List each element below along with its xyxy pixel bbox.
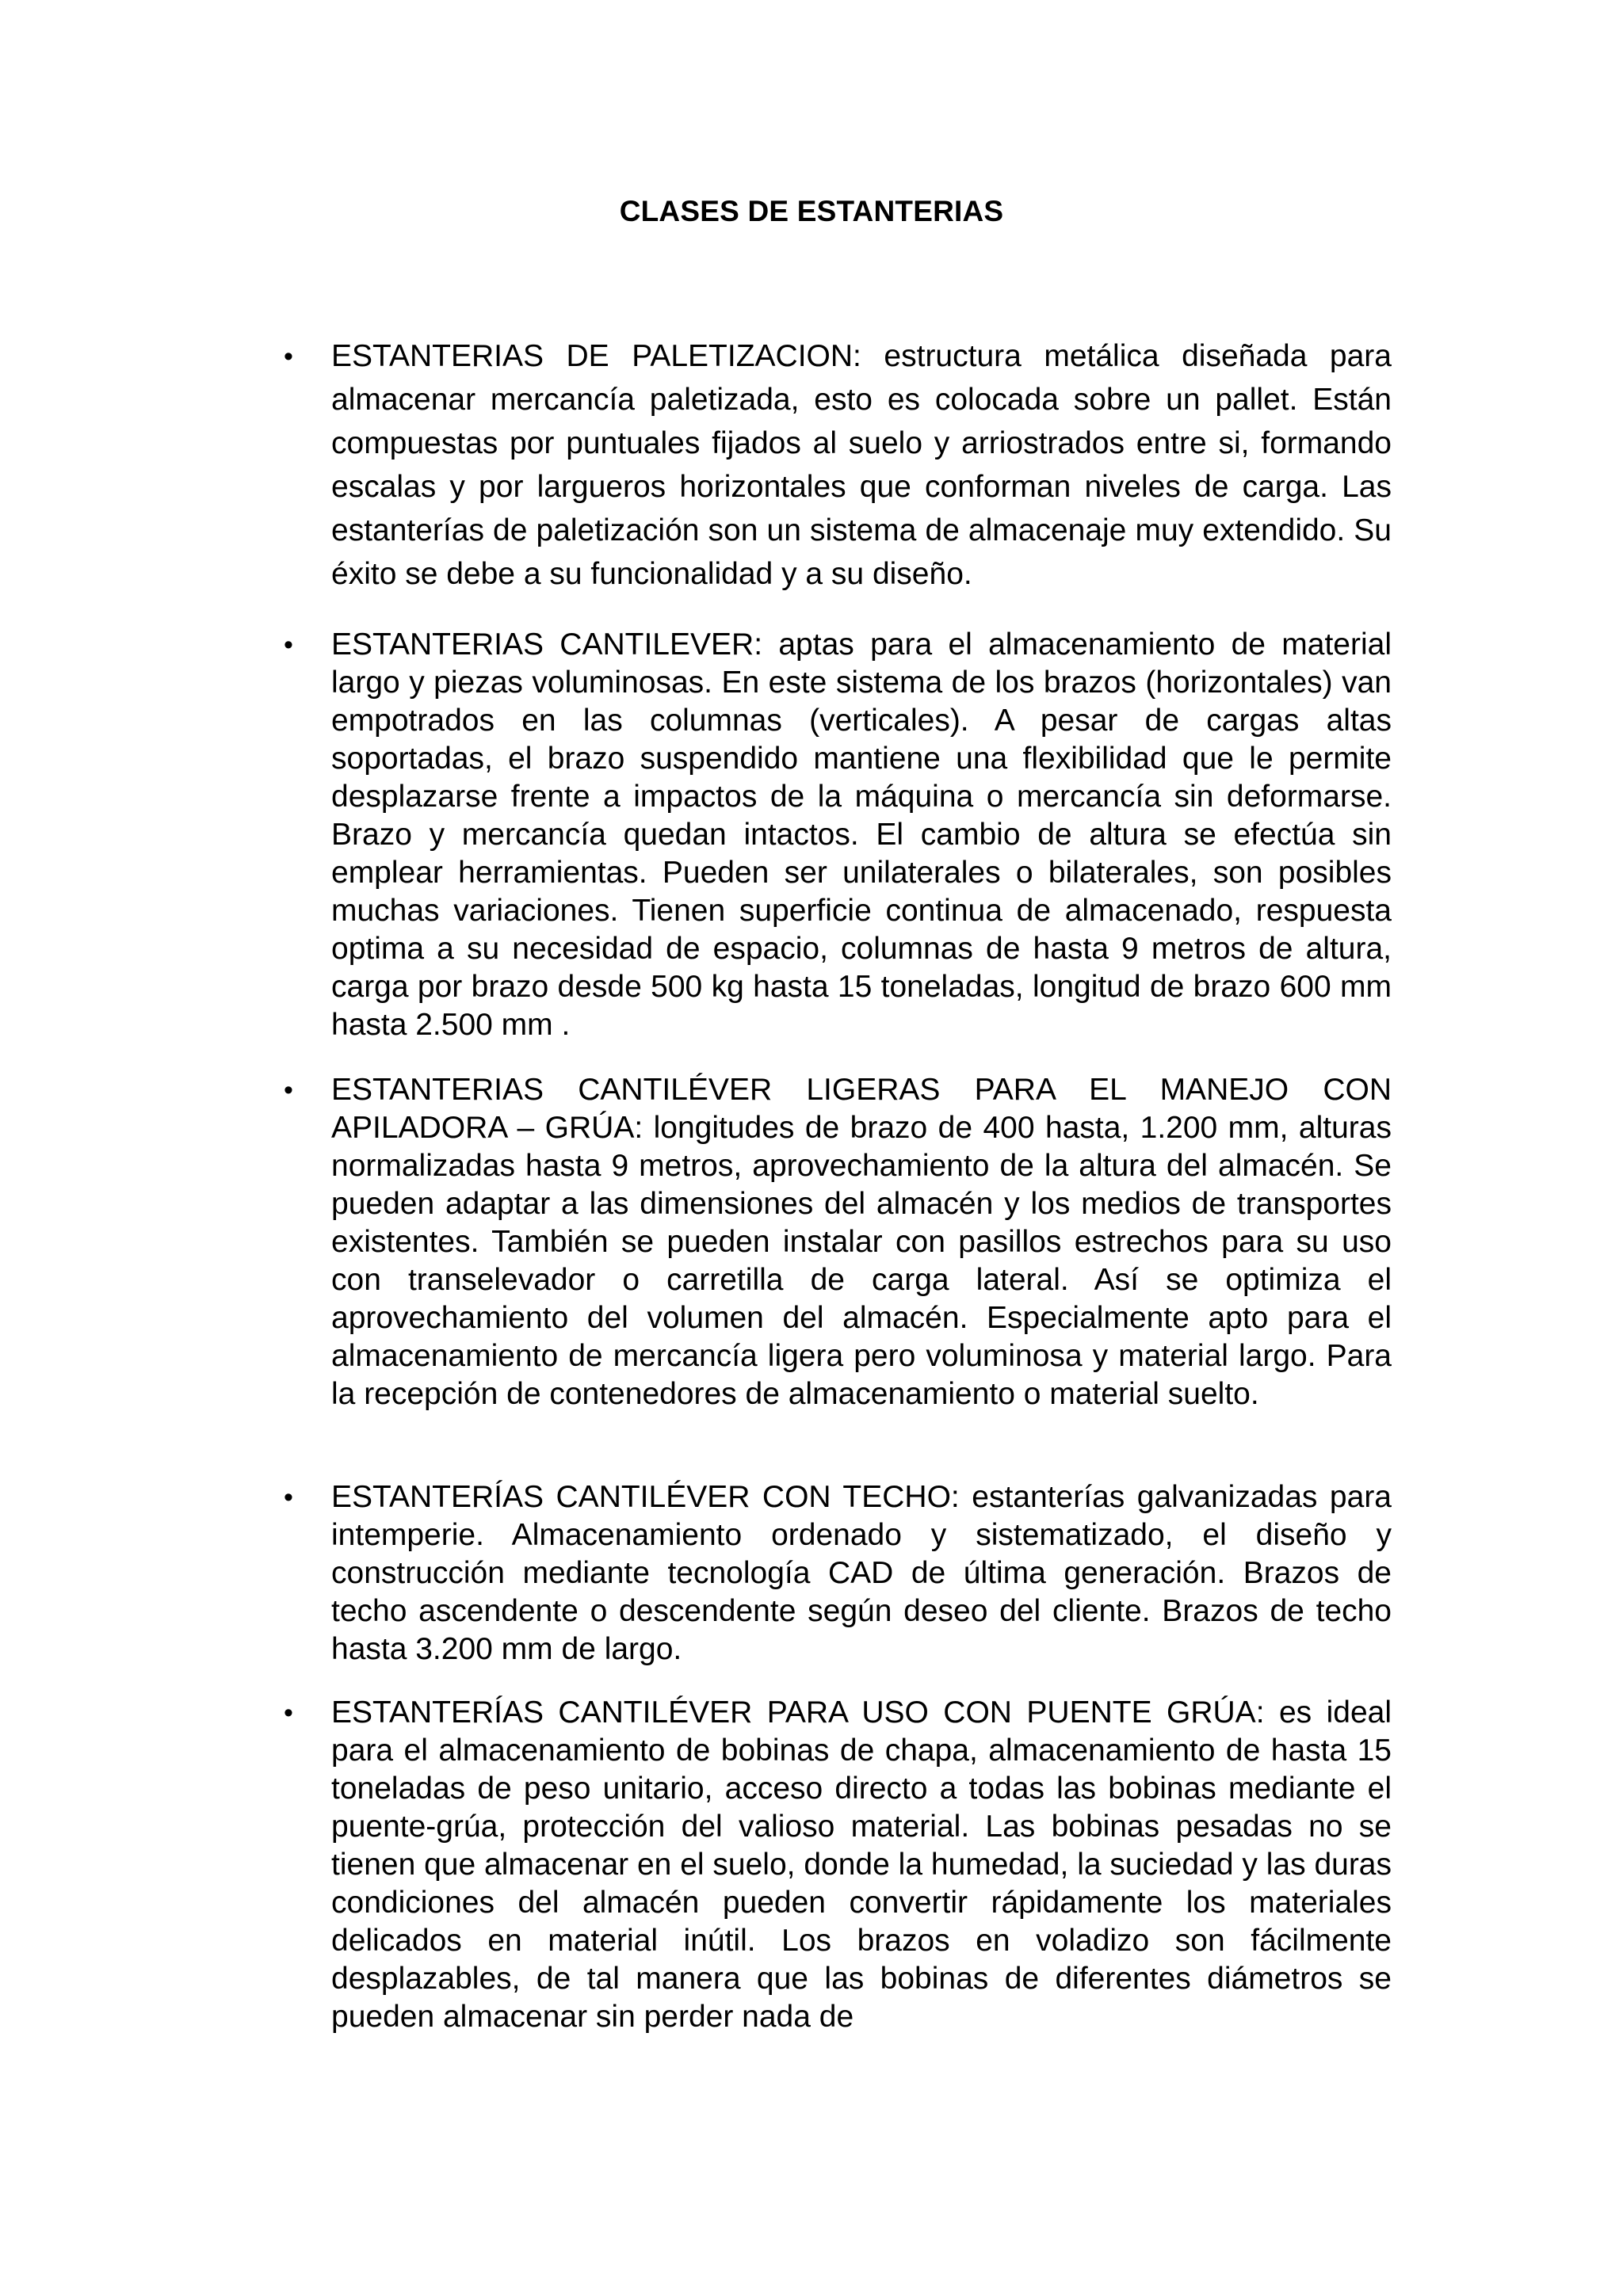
bullet-icon: • — [284, 1482, 293, 1512]
bullet-icon: • — [284, 630, 293, 660]
list-item-text: ESTANTERÍAS CANTILÉVER PARA USO CON PUENTE GRÚA: es ideal para el almacenamiento de bobinas de chapa, almacenamiento de hasta 15 toneladas de peso unitario, acceso directo a todas las bobinas mediante el puente-grúa, protección del valioso material. Las bobinas pesadas no se tienen que almacenar en el suelo, donde la humedad, la suciedad y las duras condiciones del almacén pueden convertir rápidamente los materiales delicados en material inútil. Los brazos en voladizo son fácilmente desplazables, de tal manera que las bobinas de diferentes diámetros se pueden almacenar sin perder nada de — [331, 1695, 1392, 2034]
document-title: CLASES DE ESTANTERIAS — [619, 195, 1004, 227]
list-item-text: ESTANTERÍAS CANTILÉVER CON TECHO: estanterías galvanizadas para intemperie. Almacenamiento ordenado y sistematizado, el diseño y construcción mediante tecnología CAD de última generación. Brazos de techo ascendente o descendente según deseo del cliente. Brazos de techo hasta 3.200 mm de largo. — [331, 1480, 1392, 1666]
bullet-icon: • — [284, 341, 293, 372]
list-item-text: ESTANTERIAS DE PALETIZACION: estructura metálica diseñada para almacenar mercancía paletizada, esto es colocada sobre un pallet. Están compuestas por puntuales fijados al suelo y arriostrados entre si, formando escalas y por largueros horizontales que conforman niveles de carga. Las estanterías de paletización son un sistema de almacenaje muy extendido. Su éxito se debe a su funcionalidad y a su diseño. — [331, 339, 1392, 591]
bullet-icon: • — [284, 1698, 293, 1728]
list-item-text: ESTANTERIAS CANTILEVER: aptas para el almacenamiento de material largo y piezas voluminosas. En este sistema de los brazos (horizontales) van empotrados en las columnas (verticales). A pesar de cargas altas soportadas, el brazo suspendido mantiene una flexibilidad que le permite desplazarse frente a impactos de la máquina o mercancía sin deformarse. Brazo y mercancía quedan intactos. El cambio de altura se efectúa sin emplear herramientas. Pueden ser unilaterales o bilaterales, son posibles muchas variaciones. Tienen superficie continua de almacenado, respuesta optima a su necesidad de espacio, columnas de hasta 9 metros de altura, carga por brazo desde 500 kg hasta 15 toneladas, longitud de brazo 600 mm hasta 2.500 mm . — [331, 627, 1392, 1042]
list-item-text: ESTANTERIAS CANTILÉVER LIGERAS PARA EL MANEJO CON APILADORA – GRÚA: longitudes de brazo de 400 hasta, 1.200 mm, alturas normalizadas hasta 9 metros, aprovechamiento de la altura del almacén. Se pueden adaptar a las dimensiones del almacén y los medios de transportes existentes. También se pueden instalar con pasillos estrechos para su uso con transelevador o carretilla de carga lateral. Así se optimiza el aprovechamiento del volumen del almacén. Especialmente apto para el almacenamiento de mercancía ligera pero voluminosa y material largo. Para la recepción de contenedores de almacenamiento o material suelto. — [331, 1073, 1392, 1411]
bullet-icon: • — [284, 1075, 293, 1105]
